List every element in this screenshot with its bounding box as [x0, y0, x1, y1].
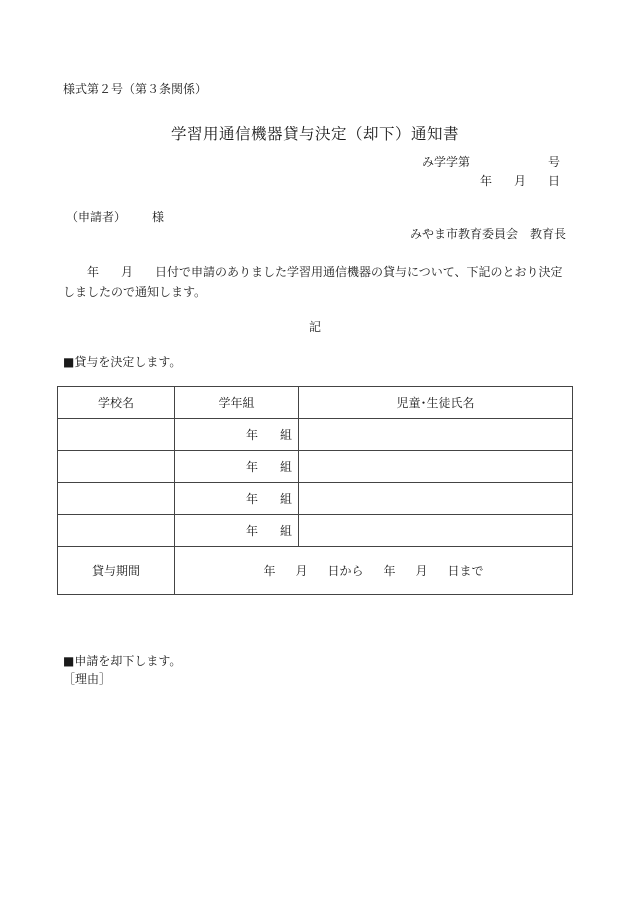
loan-period-label: 貸与期間 — [58, 547, 175, 595]
table-header-row — [58, 387, 573, 419]
document-date — [480, 172, 560, 189]
body-paragraph — [63, 262, 569, 302]
grade-class-cell — [175, 419, 299, 451]
period-month-until: 月 — [415, 564, 428, 578]
body-text: 日付で申請のありました学習用通信機器の貸与について、下記のとおり決定しましたので通知します。 — [63, 265, 563, 299]
table-row — [58, 515, 573, 547]
table-row — [58, 483, 573, 515]
grade-class-cell — [175, 515, 299, 547]
document-date-month: 月 — [513, 174, 526, 188]
grade-label: 年 — [245, 460, 258, 474]
table-row — [58, 451, 573, 483]
body-month: 月 — [121, 265, 134, 279]
applicant-line — [66, 208, 164, 225]
student-cell — [299, 515, 573, 547]
applicant-label: （申請者） — [66, 210, 127, 224]
school-cell — [58, 451, 175, 483]
period-day-from: 日から — [327, 564, 364, 578]
issuer-line — [410, 225, 566, 242]
document-date-year: 年 — [479, 174, 492, 188]
ki-heading: 記 — [308, 320, 321, 334]
class-label: 組 — [279, 460, 292, 474]
header-grade-class: 学年組 — [175, 387, 299, 419]
reject-heading: ■申請を却下します。 — [63, 654, 182, 668]
grade-class-cell — [175, 483, 299, 515]
class-label: 組 — [279, 492, 292, 506]
school-cell — [58, 483, 175, 515]
class-label: 組 — [279, 524, 292, 538]
grade-label: 年 — [245, 428, 258, 442]
student-cell — [299, 419, 573, 451]
grade-class-cell — [175, 451, 299, 483]
document-number-prefix: み学学第 — [421, 155, 470, 169]
loan-period-row — [58, 547, 573, 595]
school-cell — [58, 419, 175, 451]
document-date-day: 日 — [547, 174, 560, 188]
header-student: 児童･生徒氏名 — [299, 387, 573, 419]
grade-label: 年 — [245, 492, 258, 506]
issuer-title: 教育長 — [529, 227, 566, 241]
grade-label: 年 — [245, 524, 258, 538]
applicant-honorific: 様 — [152, 210, 165, 224]
reason-label: ［理由］ — [63, 672, 112, 686]
loan-table — [57, 386, 573, 595]
document-number — [422, 153, 560, 170]
period-year-from: 年 — [263, 564, 276, 578]
student-cell — [299, 483, 573, 515]
body-year: 年 — [87, 265, 100, 279]
period-year-until: 年 — [383, 564, 396, 578]
table-row — [58, 419, 573, 451]
period-day-until: 日まで — [447, 564, 484, 578]
class-label: 組 — [279, 428, 292, 442]
loan-period-value — [175, 547, 573, 595]
approve-heading: ■貸与を決定します。 — [63, 355, 182, 369]
issuer-org: みやま市教育委員会 — [409, 227, 518, 241]
period-month-from: 月 — [295, 564, 308, 578]
document-number-suffix: 号 — [547, 155, 560, 169]
form-number: 様式第２号（第３条関係） — [63, 82, 208, 96]
document-title: 学習用通信機器貸与決定（却下）通知書 — [170, 125, 459, 143]
school-cell — [58, 515, 175, 547]
student-cell — [299, 451, 573, 483]
header-school: 学校名 — [58, 387, 175, 419]
